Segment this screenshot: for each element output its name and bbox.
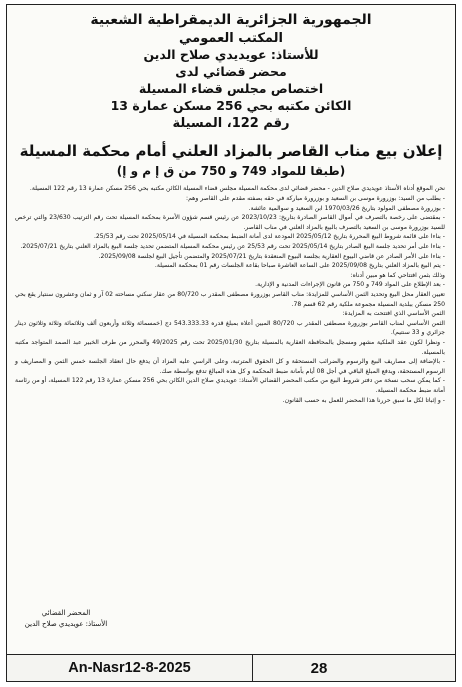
body-paragraph: - ونظرا لكون عقد الملكية مشهر ومسجل بالمحافظة العقارية بالمسيلة بتاريخ 2025/01/30 تحت رقم 49/2025 والمحرر من طرف الخبير عبد الصمد المتواجد مكتبه بالمسيلة.	[15, 338, 445, 356]
body-paragraph: - بطلب من السيد: بوزرورة موسى بن السعيد و بوزرورة مباركة في حقه بصفته مقدم على القاصر وهم:	[186, 195, 445, 203]
body-paragraph: - بناءا على أمر تحديد جلسة البيع الصادر بتاريخ 2025/05/14 تحت رقم 25/53 عن رئيس محكمة المسيلة المتضمن تحديد جلسة البيع بالمزاد العلني بتاريخ 2025/07/21.	[20, 243, 445, 251]
header-office: المكتب العمومي	[179, 30, 283, 46]
body-paragraph: - كما يمكن سحب نسخة من دفتر شروط البيع من مكتب المحضر القضائي الأستاذ: عويديدي صلاح الدين الكائن بحي 256 مسكن عمارة 13 رقم 122 المسيلة، أو من رئاسة أمانة ضبط محكمة المسيلة.	[15, 377, 445, 394]
legal-notice-page	[6, 4, 456, 682]
signature-block	[21, 608, 111, 630]
notice-body	[7, 184, 455, 405]
notice-title: إعلان بيع مناب القاصر بالمزاد العلني أمام محكمة المسيلة	[19, 142, 443, 161]
body-paragraph: الثمن الأساسي لمناب القاصر بوزرورة مصطفى المقدر ب 80/720 المبين أعلاه بمبلغ قدره 543.333.33 دج (خمسمائة وثلاثة وأربعون ألف وثلاثمائة وثلاثة وثلاثون دينار جزائري و 33 سنتيم).	[15, 319, 445, 337]
signature-name: الأستاذ: عويديدي صلاح الدين	[24, 620, 108, 628]
body-paragraph: - بناءا على قائمة شروط البيع المحررة بتاريخ 2025/05/12 المودعة لدى أمانة الضبط بمحكمة المسيلة في 2025/05/14 تحت رقم 25/53.	[93, 233, 445, 241]
body-paragraph: الثمن الأساسي الذي افتتحت به المزايدة:	[342, 310, 445, 318]
body-paragraph: وذلك بثمن افتتاحي كما هو مبين أدناه:	[350, 271, 445, 279]
header-jurisdiction: اختصاص مجلس قضاء المسيلة	[138, 81, 324, 97]
newspaper-footer	[7, 654, 455, 681]
header-bailiff-name: للأستاذ: عويديدي صلاح الدين	[143, 47, 319, 63]
header-address: الكائن مكتبه بحي 256 مسكن عمارة 13	[110, 98, 352, 114]
body-paragraph: تعيين العقار محل البيع وتحديد الثمن الأساسي للمزايدة: مناب القاصر بوزرورة مصطفى المقدر ب 80/720 من عقار سكني مساحته 02 آر و ثمان وعشرون سنتيار يقع بحي 250 مسكن ببلدية المسيلة مجموعة ملكية رقم 62 قسم 78.	[15, 291, 445, 308]
notice-subtitle: (طبقا للمواد 749 و 750 من ق إ م و إ)	[116, 164, 346, 179]
body-paragraph: - بوزرورة مصطفى المولود بتاريخ 1970/03/26 ابن السعيد و سوالمية عائشة.	[248, 204, 445, 212]
body-paragraph: - بالإضافة إلى مصاريف البيع والرسوم والضرائب المستحقة و كل الحقوق المترتبة، وعلى الراسي عليه المزاد أن يدفع حال انعقاد الجلسة خمس الثمن و المصاريف و الرسوم المستحقة، ويدفع المبلغ الباقي في أجل 08 أيام بأمانة ضبط المحكمة و كل هذه المبالغ تدفع بواسطة صك.	[15, 358, 445, 375]
signature-role: المحضر القضائي	[41, 609, 91, 617]
body-paragraph: - بعد الإطلاع على المواد 749 و 750 من قانون الإجراءات المدنية و الإدارية.	[255, 281, 445, 289]
body-paragraph: - بناءا على الأمر الصادر عن قاضي البيوع العقارية بجلسة البيوع المنعقدة بتاريخ 2025/07/21 والمتضمن تأجيل البيع لجلسة 2025/09/08.	[98, 252, 445, 260]
header-address-number: رقم 122، المسيلة	[172, 115, 290, 131]
publication-date: An-Nasr12-8-2025	[7, 655, 253, 681]
notice-header	[7, 11, 455, 132]
body-paragraph: نحن الموقع أدناه الأستاذ عويديدي صلاح الدين - محضر قضائي لدى محكمة المسيلة مجلس قضاء المسيلة الكائن مكتبه بحي 256 مسكن عمارة 13 رقم 122 المسيلة.	[29, 185, 445, 193]
body-paragraph: - بمقتضى على رخصة بالتصرف في أموال القاصر الصادرة بتاريخ: 2023/10/23 عن رئيس قسم شؤون الأسرة بمحكمة المسيلة تحت رقم الترتيب 23/630 والتي ترخص للسيد بوزرورة موسى بن السعيد بالتصرف بالبيع بالمزاد العلني في مناب القاصر.	[15, 214, 445, 231]
body-paragraph: - و إثباتا لكل ما سبق حررنا هذا المحضر للعمل به حسب القانون.	[282, 396, 445, 404]
header-bailiff-role: محضر قضائي لدى	[175, 64, 287, 80]
page-number: 28	[310, 659, 328, 677]
body-paragraph: - يتم البيع بالمزاد العلني بتاريخ 2025/09/08 على الساعة العاشرة صباحا بقاعة الجلسات رقم 01 بمحكمة المسيلة.	[154, 262, 445, 270]
header-republic: الجمهورية الجزائرية الديمقراطية الشعبية	[90, 12, 372, 28]
